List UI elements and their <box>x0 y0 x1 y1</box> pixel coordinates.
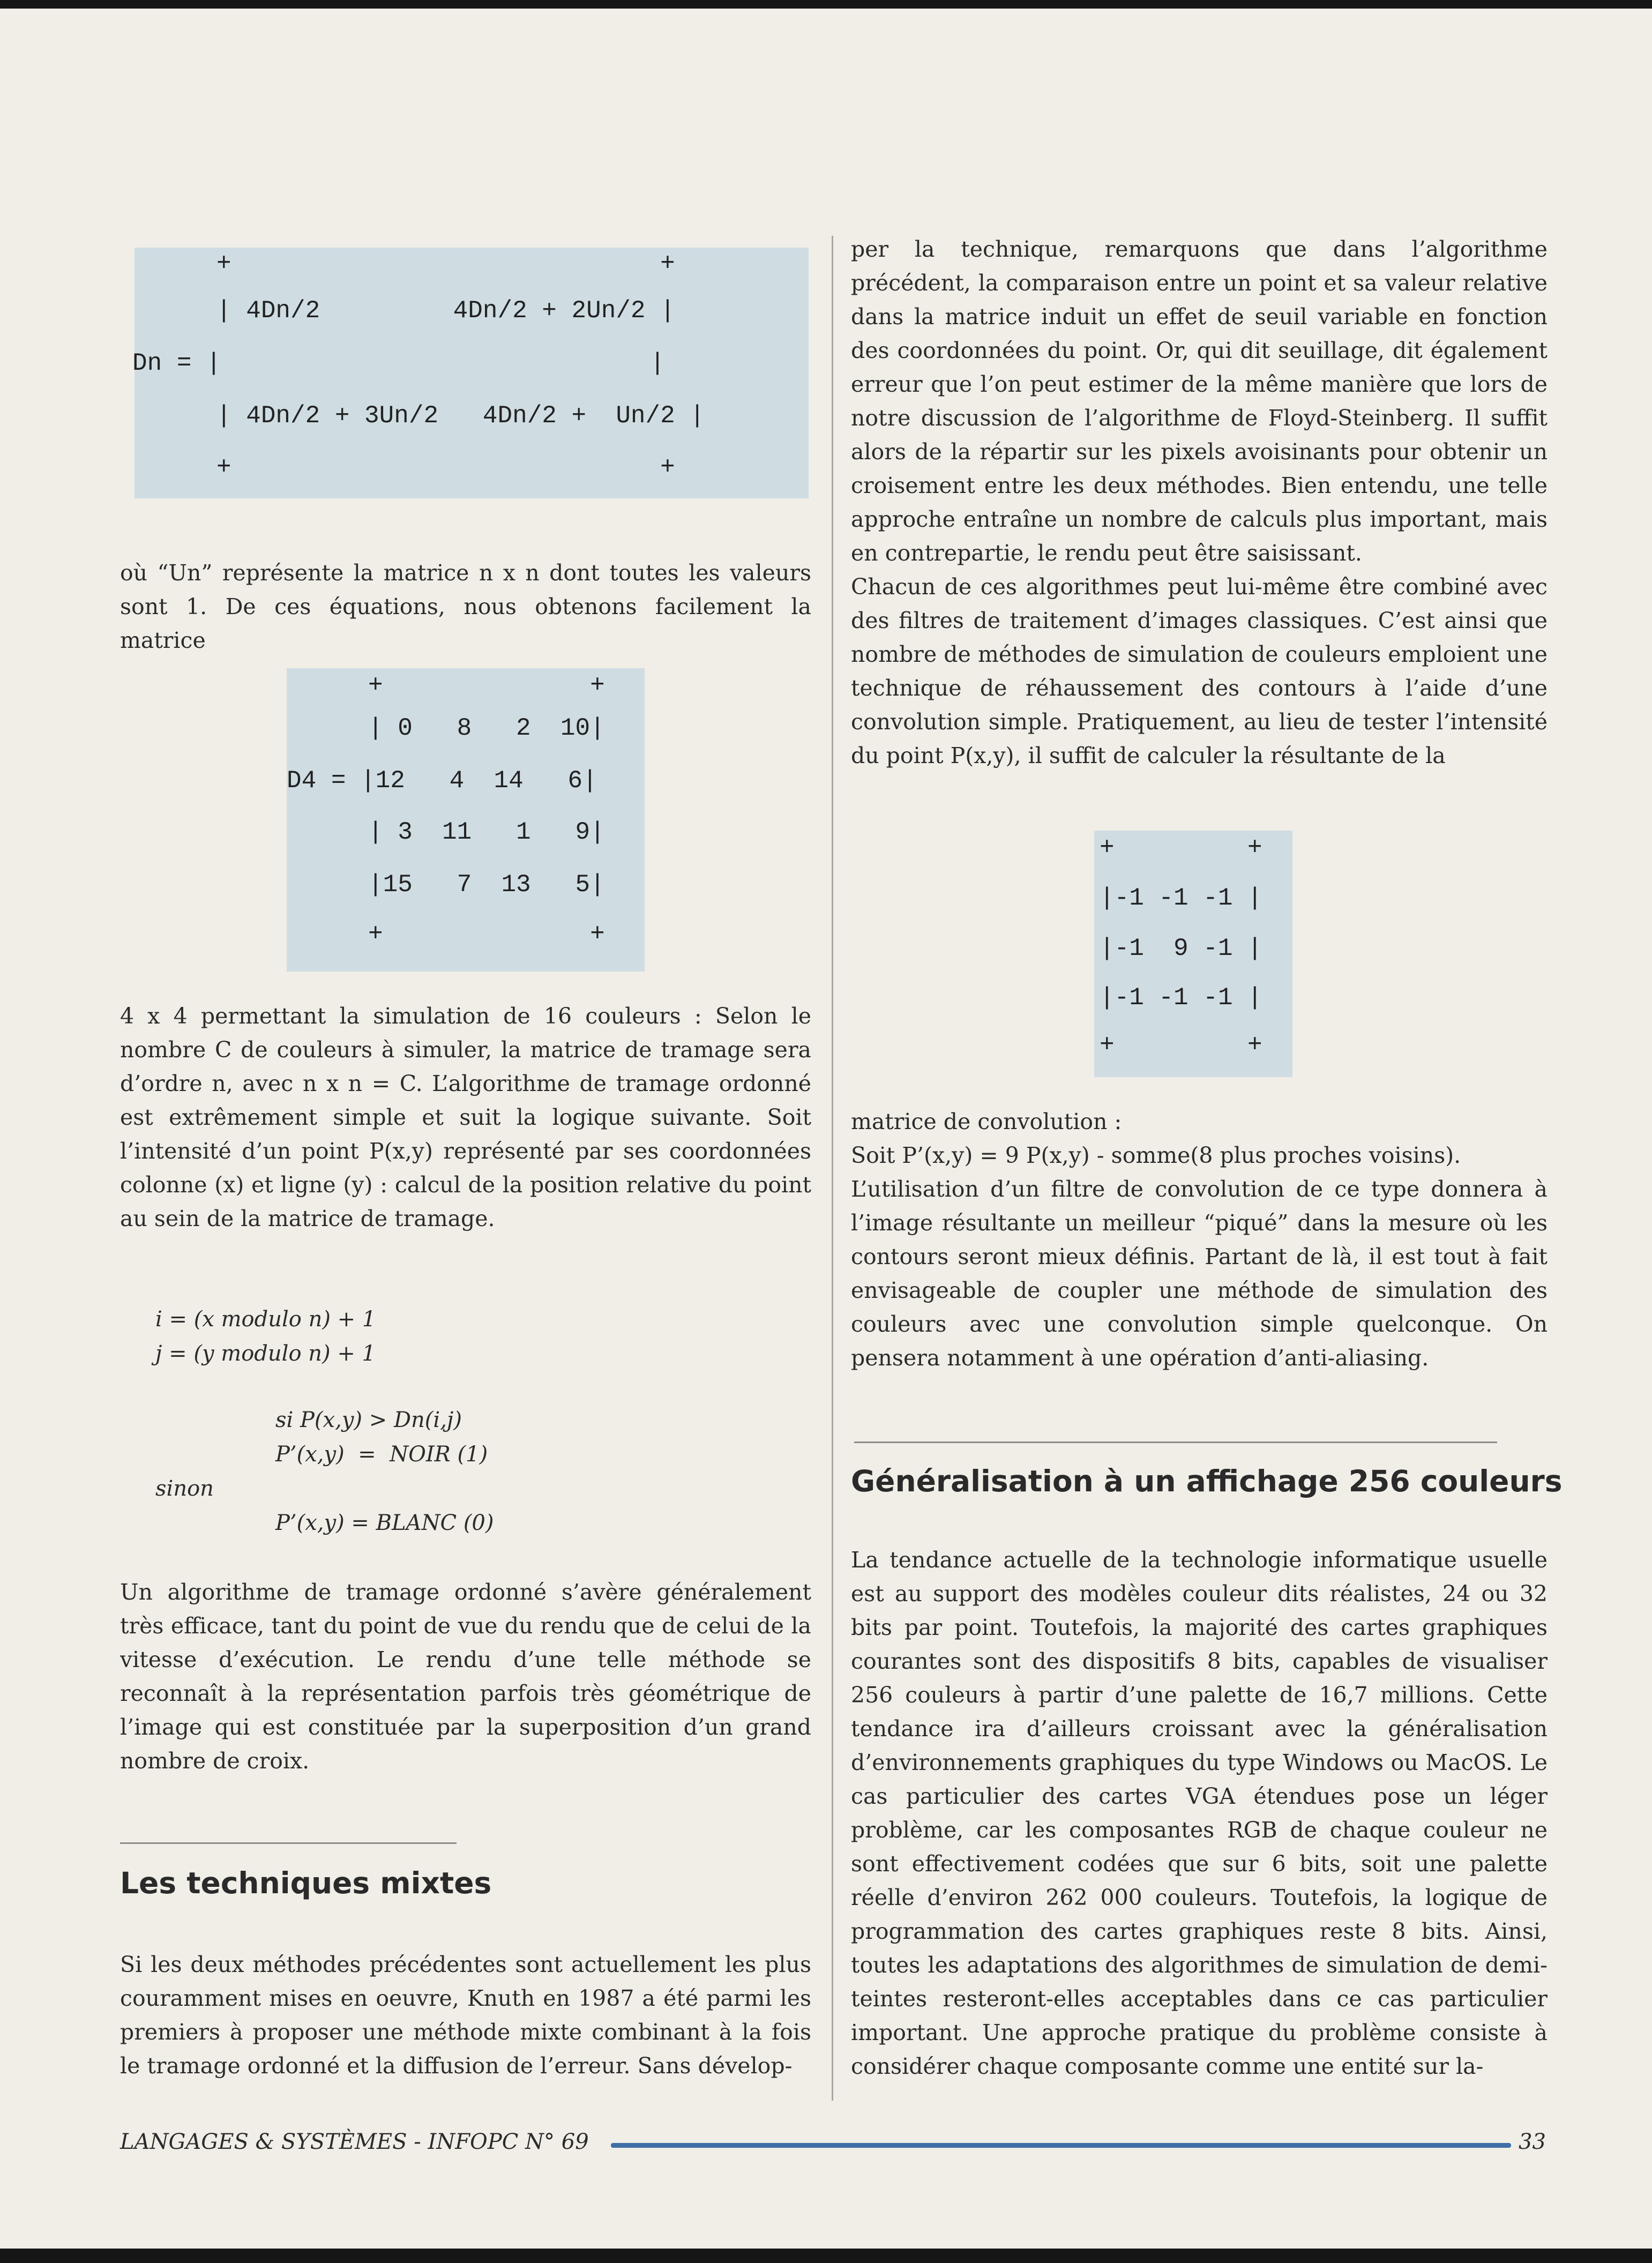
right-para-3: matrice de convolution : <box>851 1109 1122 1134</box>
matrix-dn-line-2: | 4Dn/2 4Dn/2 + 2Un/2 | <box>216 297 675 325</box>
left-para-3: Un algorithme de tramage ordonné s’avère généralement très efficace, tant du point de vue du rendu que de celui de la vitesse d’exécution. Le rendu d’une telle méthode se reconnaît à la représentation parfois très géométrique de l’image qui est constituée par la superposition d’un grand nombre de croix. <box>120 1579 811 1774</box>
section-rule-256 <box>854 1442 1497 1443</box>
footer-publication: LANGAGES & SYSTÈMES - INFOPC N° 69 <box>120 2130 589 2154</box>
matrix-dn-line-3: Dn = | | <box>132 349 665 377</box>
right-para-5: L’utilisation d’un filtre de convolution de ce type donnera à l’image résultante un meilleur “piqué” dans la mesure où les contours seront mieux définis. Partant de là, il est tout à fait envisageable de coupler une méthode de simulation des couleurs avec une convolution simple quelconque. On pensera notamment à une opération d’anti-aliasing. <box>851 1176 1548 1371</box>
formula-blanc: P’(x,y) = BLANC (0) <box>275 1511 494 1535</box>
matrix-d4-line-4: | 3 11 1 9| <box>368 818 605 846</box>
matrix-conv-line-4: |-1 -1 -1 | <box>1100 984 1262 1012</box>
top-scan-edge <box>0 0 1652 9</box>
formula-i: i = (x modulo n) + 1 <box>155 1307 376 1332</box>
left-para-2: 4 x 4 permettant la simulation de 16 couleurs : Selon le nombre C de couleurs à simuler, la matrice de tramage sera d’ordre n, avec n x n = C. L’algorithme de tramage ordonné est extrêmement simple et suit la logique suivante. Soit l’intensité d’un point P(x,y) représenté par ses coordonnées colonne (x) et ligne (y) : calcul de la position relative du point au sein de la matrice de tramage. <box>120 1003 811 1231</box>
right-para-2: Chacun de ces algorithmes peut lui-même être combiné avec des filtres de traitement d’images classiques. C’est ainsi que nombre de méthodes de simulation de couleurs emploient une technique de réhaussement des contours à l’aide d’une convolution simple. Pratiquement, au lieu de tester l’intensité du point P(x,y), il suffit de calculer la résultante de la <box>851 574 1548 768</box>
left-para-4: Si les deux méthodes précédentes sont actuellement les plus couramment mises en oeuvre, Knuth en 1987 a été parmi les premiers à proposer une méthode mixte combinant à la fois le tramage ordonné et la diffusion de l’erreur. Sans dévelop- <box>120 1952 811 2079</box>
section-rule-mixtes <box>120 1842 457 1844</box>
heading-techniques-mixtes: Les techniques mixtes <box>120 1866 492 1900</box>
page-number: 33 <box>1519 2130 1546 2154</box>
right-para-4: Soit P’(x,y) = 9 P(x,y) - somme(8 plus proches voisins). <box>851 1142 1461 1168</box>
right-para-6: La tendance actuelle de la technologie informatique usuelle est au support des modèles couleur dits réalistes, 24 ou 32 bits par point. Toutefois, la majorité des cartes graphiques courantes sont des dispositifs 8 bits, capables de visualiser 256 couleurs à partir d’une palette de 16,7 millions. Cette tendance ira d’ailleurs croissant avec la généralisation d’environnements graphiques du type Windows ou MacOS. Le cas particulier des cartes VGA étendues pose un léger problème, car les composantes RGB de chaque couleur ne sont effectivement codées que sur 6 bits, soit une palette réelle d’environ 262 000 couleurs. Toutefois, la logique de programmation des cartes graphiques reste 8 bits. Ainsi, toutes les adaptations des algorithmes de simulation de demi-teintes resteront-elles acceptables dans ce cas particulier important. Une approche pratique du problème consiste à considérer chaque composante comme une entité sur la- <box>851 1547 1548 2079</box>
right-para-1: per la technique, remarquons que dans l’algorithme précédent, la comparaison entre un point et sa valeur relative dans la matrice induit un effet de seuil variable en fonction des coordonnées du point. Or, qui dit seuillage, dit également erreur que l’on peut estimer de la même manière que lors de notre discussion de l’algorithme de Floyd-Steinberg. Il suffit alors de la répartir sur les pixels avoisinants pour obtenir un croisement entre les deux méthodes. Bien entendu, une telle approche entraîne un nombre de calculs plus important, mais en contrepartie, le rendu peut être saisissant. <box>851 236 1548 566</box>
matrix-conv-line-2: |-1 -1 -1 | <box>1100 884 1262 912</box>
matrix-conv-line-3: |-1 9 -1 | <box>1100 935 1262 962</box>
matrix-dn-line-4: | 4Dn/2 + 3Un/2 4Dn/2 + Un/2 | <box>216 402 705 430</box>
matrix-d4-line-3: D4 = |12 4 14 6| <box>287 767 597 795</box>
matrix-convolution-box <box>1094 831 1292 1077</box>
matrix-conv-line-1: + + <box>1100 834 1262 862</box>
matrix-d4-line-6: + + <box>368 920 605 948</box>
formula-noir: P’(x,y) = NOIR (1) <box>275 1442 488 1467</box>
bottom-scan-edge <box>0 2249 1652 2263</box>
footer-blue-rule <box>611 2143 1511 2148</box>
matrix-d4-line-2: | 0 8 2 10| <box>368 714 605 742</box>
formula-j: j = (y modulo n) + 1 <box>155 1341 376 1366</box>
formula-si: si P(x,y) > Dn(i,j) <box>275 1408 462 1432</box>
left-para-1: où “Un” représente la matrice n x n dont toutes les valeurs sont 1. De ces équations, nous obtenons facilement la matrice <box>120 560 811 653</box>
right-column <box>851 236 1563 2095</box>
matrix-dn-line-5: + + <box>216 453 675 481</box>
matrix-d4-box <box>287 668 645 972</box>
heading-generalisation-256: Généralisation à un affichage 256 couleurs <box>851 1464 1563 1498</box>
matrix-dn-line-1: + + <box>216 250 675 278</box>
matrix-d4-line-1: + + <box>368 671 605 699</box>
left-column <box>120 236 811 2095</box>
column-divider <box>832 236 833 2101</box>
formula-sinon: sinon <box>155 1476 214 1501</box>
matrix-conv-line-5: + + <box>1100 1031 1262 1059</box>
matrix-d4-line-5: |15 7 13 5| <box>368 871 605 899</box>
